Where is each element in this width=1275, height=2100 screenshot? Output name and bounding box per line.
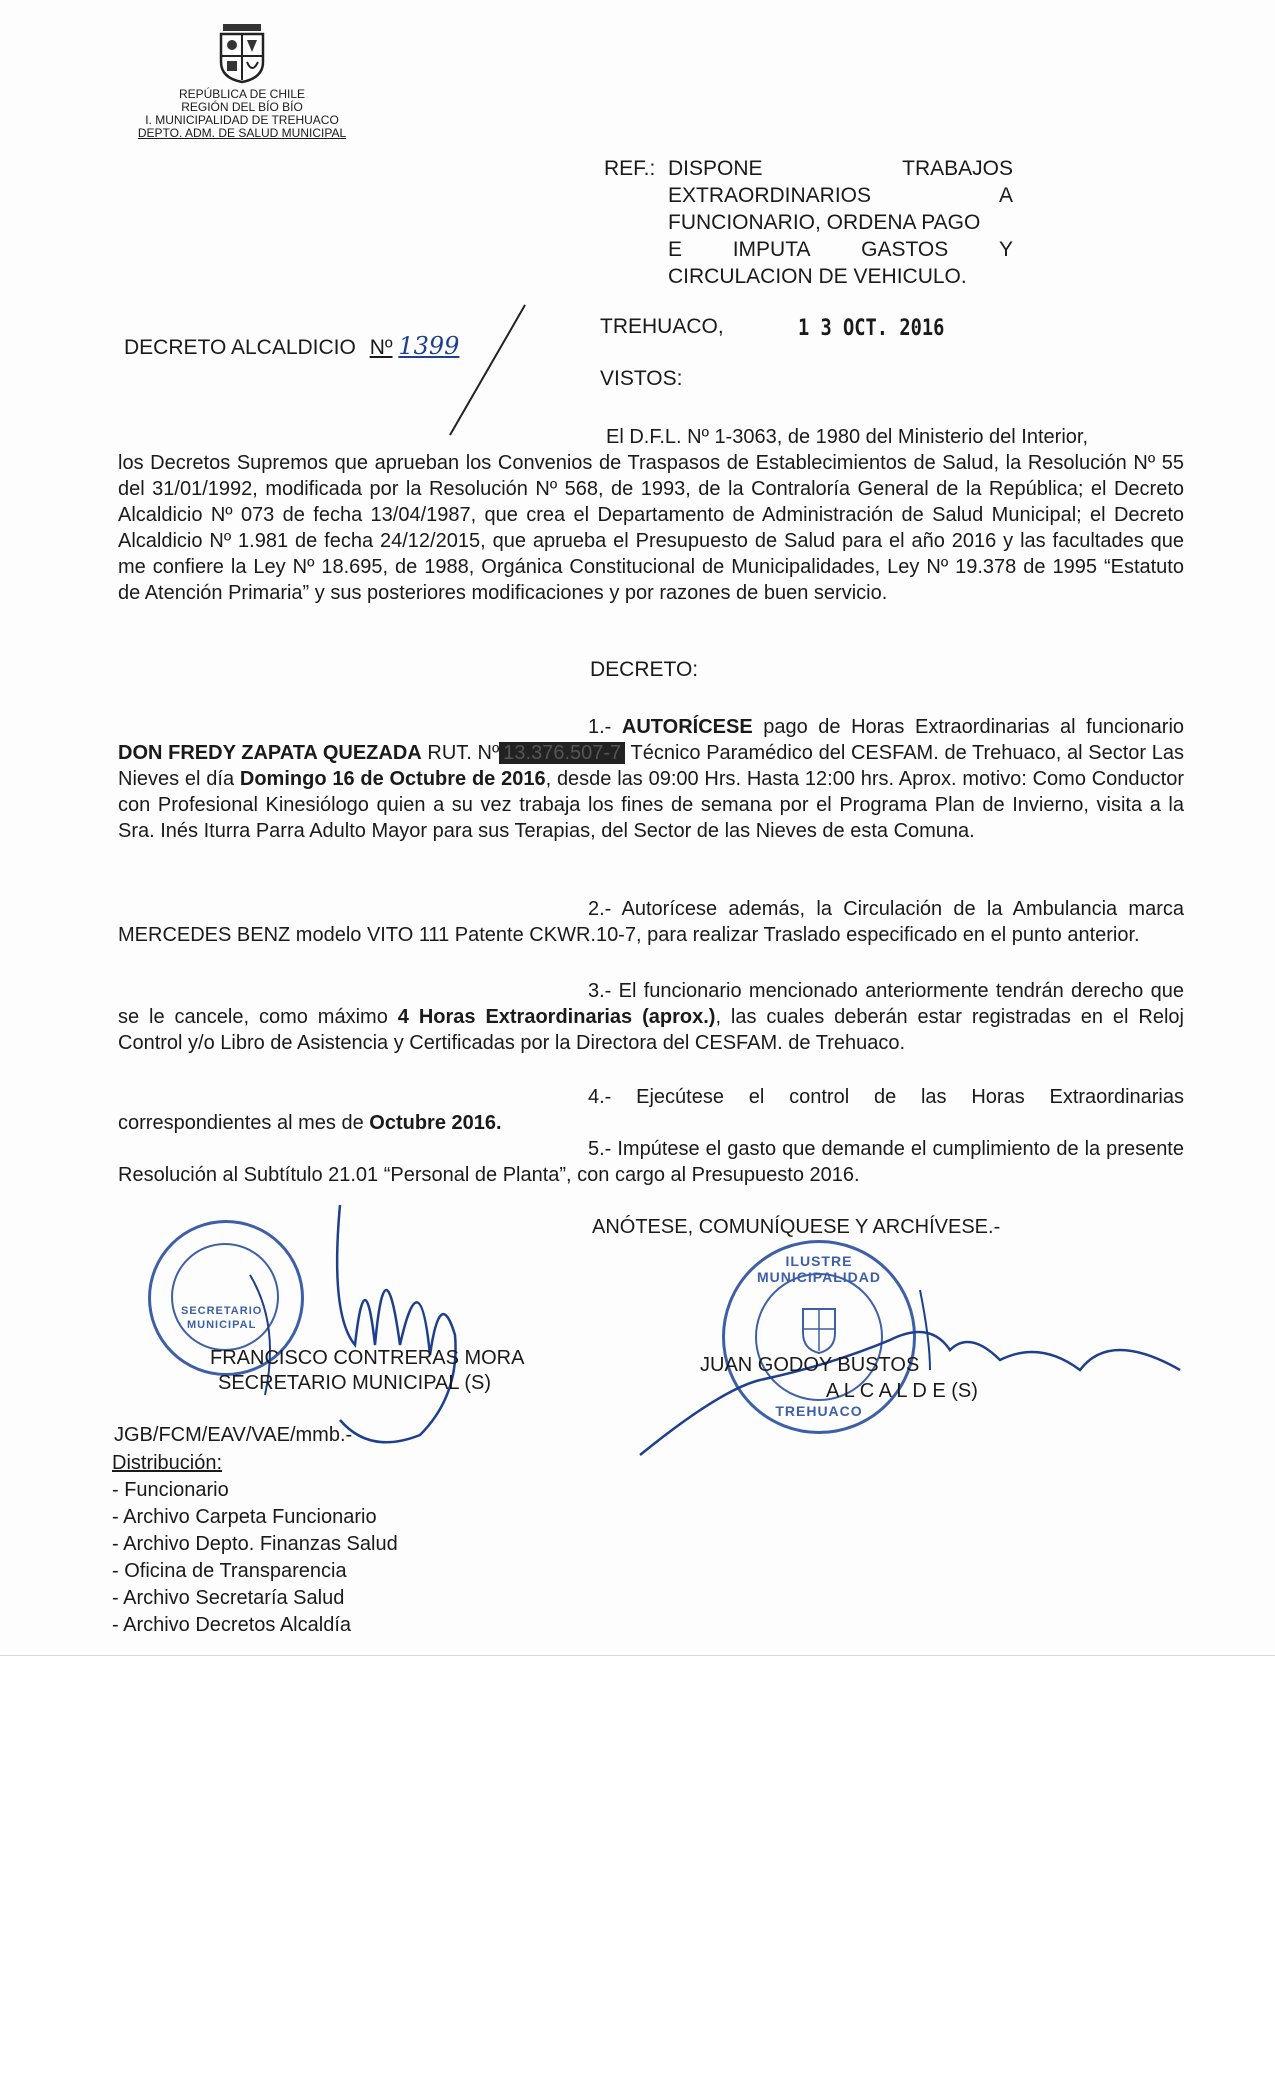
item-3-number: 3.- [588, 980, 612, 1002]
item-1-text3: Técnico Paramédico del CESFAM. de Trehuaco, al Sector Las Nieves el día [118, 742, 1184, 790]
item-5-text: Impútese el gasto que demande el cumplimiento de la presente Resolución al Subtítulo 21.01 “Personal de Planta”, con cargo al Presupuesto 2016. [118, 1138, 1184, 1186]
mayor-stamp-top-text: ILUSTRE MUNICIPALIDAD [757, 1253, 881, 1285]
ref-line4-a: E [668, 238, 683, 261]
distribution-item: - Oficina de Transparencia [112, 1560, 347, 1582]
coat-of-arms-icon [215, 22, 269, 84]
item-3-text1: El funcionario mencionado anteriormente tendrán derecho que se le cancele, como máximo [118, 980, 1184, 1028]
ref-line4-d: Y [998, 238, 1013, 261]
mayor-title: A L C A L D E (S) [826, 1380, 978, 1402]
item-4-number: 4.- [588, 1086, 612, 1108]
ref-line2-b: A [998, 184, 1013, 207]
item-2 [118, 896, 1184, 948]
ref-line4-c: GASTOS [861, 238, 949, 261]
item-5-number: 5.- [588, 1138, 612, 1160]
distribution-list [112, 1450, 398, 1639]
mayor-name: JUAN GODOY BUSTOS [700, 1354, 920, 1376]
vistos-first-line: El D.F.L. Nº 1-3063, de 1980 del Ministerio del Interior, [606, 426, 1089, 448]
item-4-text: Ejecútese el control de las Horas Extraordinarias correspondientes al mes de [118, 1086, 1184, 1134]
secretary-stamp-line1: SECRETARIO [181, 1305, 263, 1317]
secretary-title: SECRETARIO MUNICIPAL (S) [218, 1372, 491, 1394]
secretary-name: FRANCISCO CONTRERAS MORA [210, 1347, 525, 1369]
item-2-text: Autorícese además, la Circulación de la Ambulancia marca MERCEDES BENZ modelo VITO 111 Patente CKWR.10-7, para realizar Traslado especificado en el punto anterior. [118, 898, 1184, 946]
decree-number-handwritten: 1399 [398, 332, 460, 360]
ref-line4-b: IMPUTA [732, 238, 811, 261]
item-5 [118, 1136, 1184, 1188]
header-country: REPÚBLICA DE CHILE [178, 87, 306, 101]
ref-line1-a: DISPONE [668, 157, 763, 180]
institution-header [112, 88, 372, 140]
decreto-heading: DECRETO: [590, 658, 699, 681]
header-department: DEPTO. ADM. DE SALUD MUNICIPAL [137, 126, 347, 140]
item-1-rut-redacted: 13.376.507-7 [499, 742, 625, 764]
header-municipality: I. MUNICIPALIDAD DE TREHUACO [145, 113, 339, 127]
item-3-hours: 4 Horas Extraordinarias (aprox.) [397, 1006, 716, 1028]
item-4-month: Octubre 2016. [369, 1112, 502, 1134]
item-1-date: Domingo 16 de Octubre de 2016 [239, 768, 546, 790]
decree-title [124, 333, 459, 361]
distribution-item: - Archivo Secretaría Salud [112, 1587, 345, 1609]
distribution-item: - Archivo Carpeta Funcionario [112, 1506, 377, 1528]
item-1-authorize: AUTORÍCESE [621, 716, 753, 738]
reference-block [604, 155, 1024, 290]
decree-number-prefix: Nº [369, 336, 393, 359]
vistos-heading: VISTOS: [600, 367, 683, 390]
distribution-item: - Archivo Decretos Alcaldía [112, 1614, 351, 1636]
date-stamp: 1 3 OCT. 2016 [798, 316, 945, 341]
distribution-item: - Funcionario [112, 1479, 229, 1501]
ref-line1-b: TRABAJOS [902, 157, 1013, 180]
distribution-heading: Distribución: [112, 1452, 223, 1474]
item-3-text2: , las cuales deberán estar registradas en el Reloj Control y/o Libro de Asistencia y Certificadas por la Directora del CESFAM. de Trehuaco. [118, 1006, 1184, 1054]
ref-label: REF.: [604, 157, 656, 180]
item-1-employee-name: DON FREDY ZAPATA QUEZADA [118, 742, 422, 764]
ref-line2-a: EXTRAORDINARIOS [668, 184, 872, 207]
item-2-number: 2.- [588, 898, 612, 920]
secretary-stamp-line2: MUNICIPAL [187, 1319, 257, 1331]
ref-line3: FUNCIONARIO, ORDENA PAGO [668, 211, 981, 234]
place-line: TREHUACO, [600, 315, 724, 338]
item-4 [118, 1084, 1184, 1136]
decree-title-text: DECRETO ALCALDICIO [124, 336, 356, 359]
item-1-rut-label: RUT. Nº [427, 742, 500, 764]
item-1-text4: , desde las 09:00 Hrs. Hasta 12:00 hrs. Aprox. motivo: Como Conductor con Profesional Kinesiólogo quien a su vez trabaja los fines de semana por el Programa Plan de Invierno, visita a la Sra. Inés Iturra Parra Adulto Mayor para sus Terapias, del Sector de las Nieves de esta Comuna. [118, 768, 1185, 842]
secretary-signature-icon [190, 1195, 520, 1455]
ref-line5: CIRCULACION DE VEHICULO. [668, 265, 967, 288]
item-1 [118, 714, 1184, 844]
initials: JGB/FCM/EAV/VAE/mmb.- [114, 1424, 353, 1446]
vistos-paragraph [118, 424, 1184, 606]
closing-formula: ANÓTESE, COMUNÍQUESE Y ARCHÍVESE.- [592, 1216, 1001, 1238]
item-1-number: 1.- [588, 716, 612, 738]
item-3 [118, 978, 1184, 1056]
vistos-body: los Decretos Supremos que aprueban los Convenios de Traspasos de Establecimientos de Salud, la Resolución Nº 55 del 31/01/1992, modificada por la Resolución Nº 568, de 1993, de la Contraloría General de la República; el Decreto Alcaldicio Nº 073 de fecha 13/04/1987, que crea el Departamento de Administración de Salud Municipal; el Decreto Alcaldicio Nº 1.981 de fecha 24/12/2015, que aprueba el Presupuesto de Salud para el año 2016 y las facultades que me confiere la Ley Nº 18.695, de 1988, Orgánica Constitucional de Municipalidades, Ley Nº 19.378 de 1995 “Estatuto de Atención Primaria” y sus posteriores modificaciones y por razones de buen servicio. [118, 452, 1184, 604]
distribution-item: - Archivo Depto. Finanzas Salud [112, 1533, 398, 1555]
mayor-stamp-bottom-text: TREHUACO [775, 1403, 863, 1419]
item-1-text1: pago de Horas Extraordinarias al funcionario [763, 716, 1185, 738]
header-region: REGIÓN DEL BÍO BÍO [181, 100, 303, 114]
handwritten-slash-icon [440, 300, 530, 440]
